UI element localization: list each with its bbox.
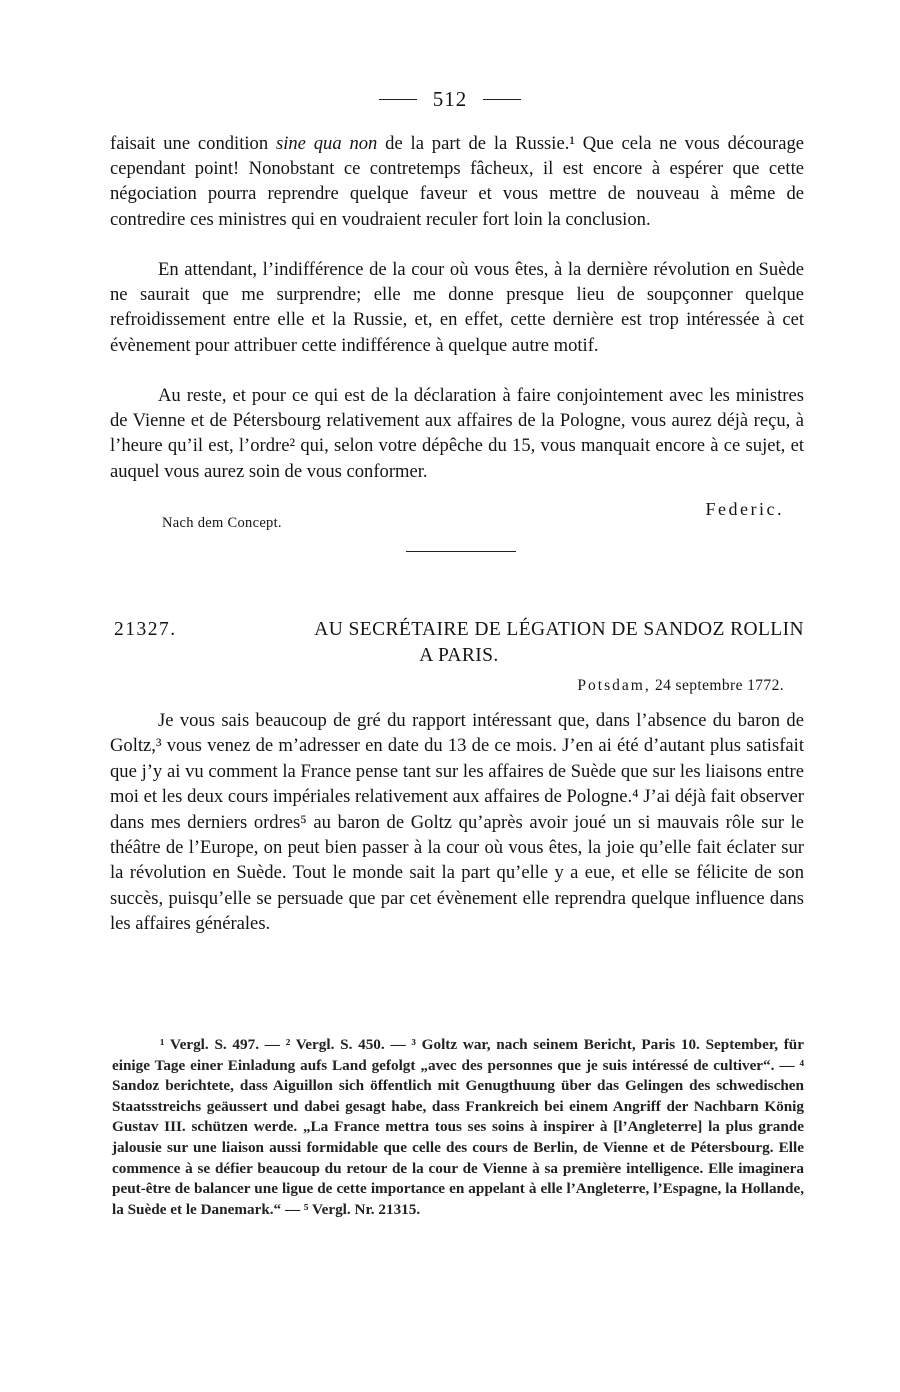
letter-destination: A PARIS.: [419, 645, 499, 666]
letter-number: 21327.: [114, 619, 177, 640]
footnotes: ¹ Vergl. S. 497. — ² Vergl. S. 450. — ³ Goltz war, nach seinem Bericht, Paris 10. September, für einige Tage einer Einladung aufs Land gefolgt „avec des personnes que je suis intéressé de cultiver“. — ⁴ Sandoz berichtete, dass Aiguillon sich öffentlich mit Genugthuung über das Gelingen des schwedischen Staatsstreichs geäussert und dabei gesagt habe, dass Frankreich bei einem Angriff der Nachbarn König Gustav III. schützen werde. „La France mettra tous ses soins à inspirer à [l’Angleterre] la plus grande jalousie sur une liaison aussi formidable que celle des cours de Berlin, de Vienne et de Pétersbourg. Elle commence à se défier beaucoup du retour de la cour de Vienne à sa première intelligence. Elle imaginera peut-être de balancer une ligue de cette importance en appelant à elle l’Angleterre, l’Espagne, la Hollande, la Suède et le Danemark.“ — ⁵ Vergl. Nr. 21315.: [112, 1036, 804, 1218]
letter-heading: [114, 617, 804, 669]
header-rule-right: [483, 99, 521, 100]
continuation-paragraph-2: En attendant, l’indifférence de la cour où vous êtes, à la dernière révolution en Suède ne saurait que me surprendre; elle me donne presque lieu de soupçonner quelque refroidissement entre elle et la Russie, et, en effet, cette dernière est trop intéressée à cet évènement pour attribuer cette indifférence à quelque autre motif.: [110, 259, 804, 356]
continuation-paragraph-1: [110, 131, 804, 232]
dateline: [420, 677, 784, 695]
paragraph-text: faisait une condition: [110, 133, 276, 154]
page-number: 512: [432, 86, 468, 111]
page-header: [0, 84, 900, 114]
header-rule-left: [379, 99, 417, 100]
letter-recipient: AU SECRÉTAIRE DE LÉGATION DE SANDOZ ROLLIN: [314, 619, 804, 640]
paragraph-text: de la part de la Russie.¹ Que cela ne vous décourage cependant point! Nonobstant ce contretemps fâcheux, il est encore à espérer que cette négociation pourra reprendre quelque faveur et vous mettre de nouveau à même de contredire ces ministres qui en voudraient reculer fort loin la conclusion.: [110, 133, 804, 230]
letter-body: Je vous sais beaucoup de gré du rapport intéressant que, dans l’absence du baron de Goltz,³ vous venez de m’adresser en date du 13 de ce mois. J’en ai été d’autant plus satisfait que j’y ai vu comment la France pense tant sur les affaires de Suède que sur les liaisons entre moi et les deux cours impériales relativement aux affaires de Pologne.⁴ J’ai déjà fait observer dans mes derniers ordres⁵ au baron de Goltz qu’après avoir joué un si mauvais rôle sur le théâtre de l’Europe, on peut bien passer à la cour où vous êtes, la joie qu’elle fait éclater sur la révolution en Suède. Tout le monde sait la part qu’elle y a eue, et elle se félicite de son succès, puisqu’elle se persuade que par cet évènement elle reprendra quelque influence dans les affaires générales.: [110, 710, 804, 935]
latin-phrase: sine qua non: [275, 133, 378, 154]
signature: Federic.: [705, 499, 784, 519]
date: 24 septembre 1772.: [650, 677, 784, 694]
continuation-paragraph-3: Au reste, et pour ce qui est de la déclaration à faire conjointement avec les ministres de Vienne et de Pétersbourg relativement aux affaires de la Pologne, vous aurez déjà reçu, à l’heure qu’il est, l’ordre² qui, selon votre dépêche du 15, vous manquait encore à ce sujet, et auquel vous aurez soin de vous conformer.: [110, 385, 804, 482]
source-note: Nach dem Concept.: [162, 515, 282, 531]
section-separator: [406, 551, 516, 552]
date-place: Potsdam,: [577, 677, 651, 694]
